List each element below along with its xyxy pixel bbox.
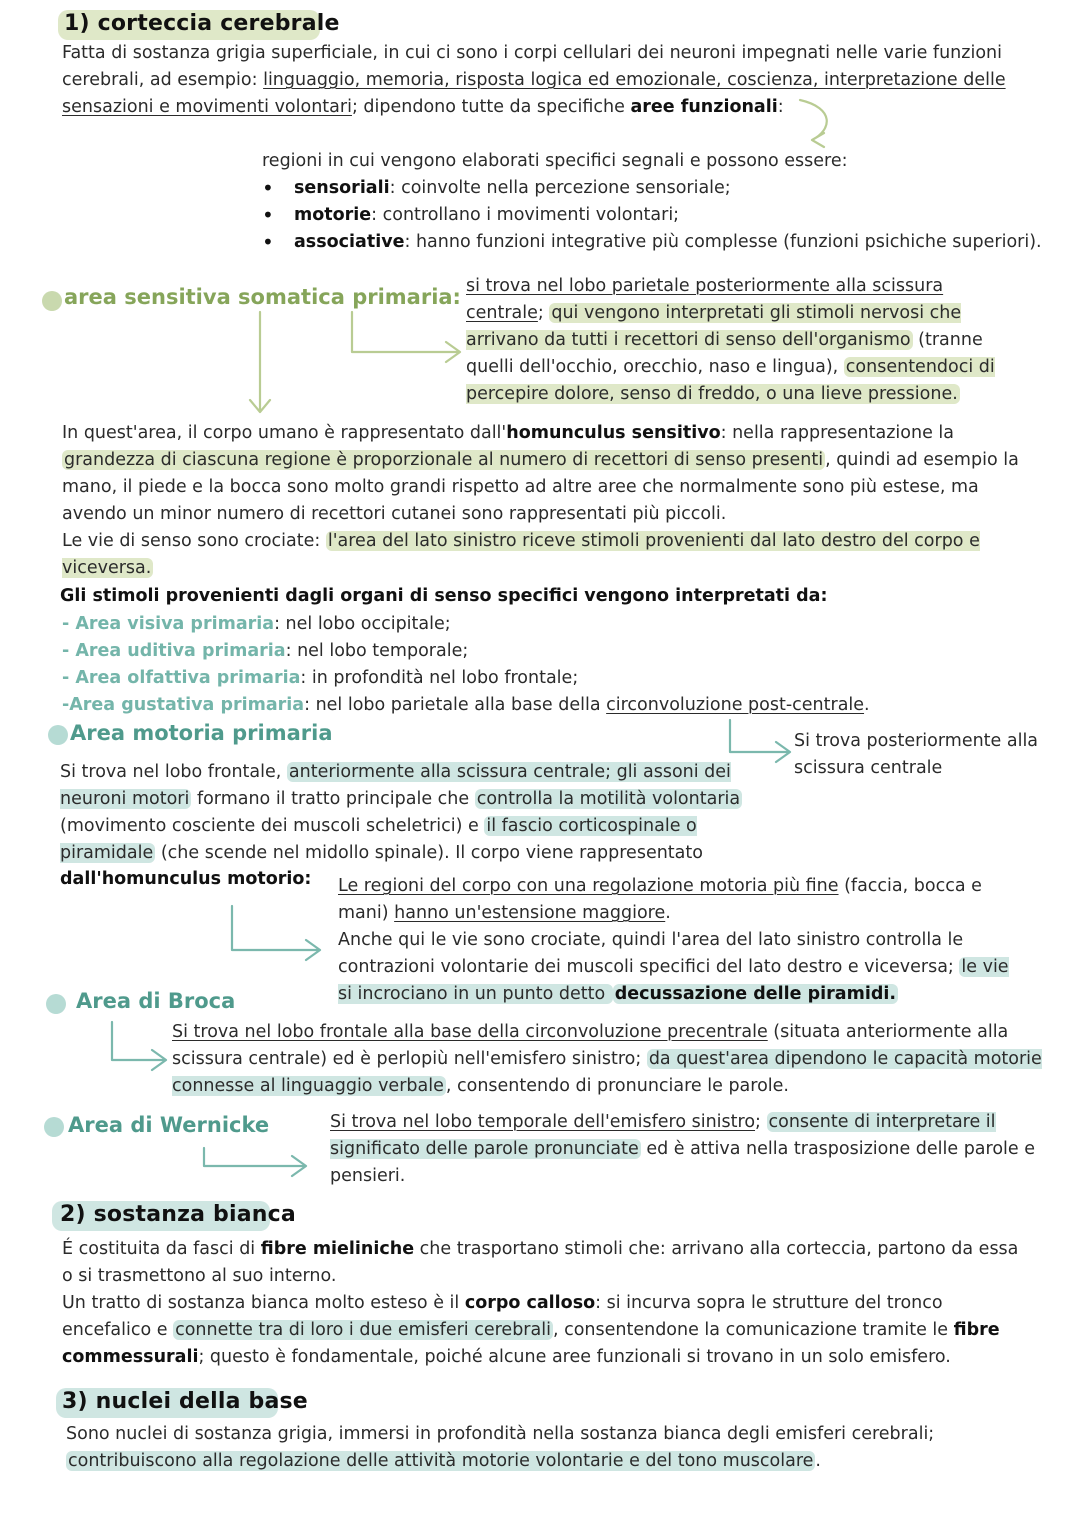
broca-area-title: Area di Broca [76,989,236,1013]
motor-area-paragraph: Si trova nel lobo frontale, anteriormente alla scissura centrale; gli assoni dei neuroni motori formano il tratto principale che controlla la motilità volontaria (movimento cosciente dei muscoli scheletrici) e il fascio corticospinale o piramidale (che scende nel midollo spinale). Il corpo viene rappresentato [60,762,741,863]
right-arrow-icon [232,906,320,960]
homunculus-sensitive-paragraph: In quest'area, il corpo umano è rappresentato dall'homunculus sensitivo: nella rappresentazione la grandezza di ciascuna regione è proporzionale al numero di recettori di senso presenti , quindi ad esempio la mano, il piede e la bocca sono molto grandi rispetto ad altre aree che normalmente sono più estese, ma avendo un minor numero di recettori cutanei sono rappresentati più piccoli. Le vie di senso sono crociate: l'area del lato sinistro riceve stimoli provenienti dal lato destro del corpo e viceversa. [62,423,1019,578]
curved-arrow-icon [800,100,827,147]
right-arrow-icon [352,312,460,362]
wernicke-area-description: Si trova nel lobo temporale dell'emisfero sinistro; consente di interpretare il significato delle parole pronunciate ed è attiva nella trasposizione delle parole e pensieri. [330,1112,1036,1186]
motor-area-title: Area motoria primaria [70,721,333,745]
regions-intro: regioni in cui vengono elaborati specifici segnali e possono essere: [262,151,848,171]
section-2-heading: 2) sostanza bianca [60,1202,296,1227]
right-arrow-icon [204,1148,306,1176]
motor-homunculus-description: Le regioni del corpo con una regolazione motoria più fine (faccia, bocca e mani) hanno un'estensione maggiore. Anche qui le vie sono crociate, quindi l'area del lato sinistro controlla le contrazioni volontarie dei muscoli specifici del lato destro e viceversa; le vie si incrociano in un punto detto decussazione delle piramidi. [338,876,1009,1004]
list-item: • motorie: controllano i movimenti volontari; [260,202,1060,229]
right-arrow-icon [112,1022,166,1070]
cortex-intro: Fatta di sostanza grigia superficiale, in cui ci sono i corpi cellulari dei neuroni impegnati nelle varie funzioni cerebrali, ad esempio: linguaggio, memoria, risposta logica ed emozionale, coscienza, interpretazione delle sensazioni e movimenti volontari; dipendono tutte da specifiche aree funzionali: [62,43,1006,117]
motor-side-note: Si trova posteriormente alla scissura centrale [794,731,1039,778]
motor-homunculus-label: dall'homunculus motorio: [60,869,312,889]
somatic-area-title: area sensitiva somatica primaria: [64,285,461,309]
specific-senses-heading: Gli stimoli provenienti dagli organi di senso specifici vengono interpretati da: [60,586,828,606]
somatic-area-description: si trova nel lobo parietale posteriormente alla scissura centrale; qui vengono interpretati gli stimoli nervosi che arrivano da tutti i recettori di senso dell'organismo (tranne quelli dell'occhio, orecchio, naso e lingua), consentendoci di percepire dolore, senso di freddo, o una lieve pressione. [466,276,995,404]
list-item: - Area uditiva primaria: nel lobo temporale; [62,641,469,661]
wernicke-area-title: Area di Wernicke [68,1113,270,1137]
section-1-heading: 1) corteccia cerebrale [64,11,340,36]
white-matter-paragraph: É costituita da fasci di fibre mieliniche che trasportano stimoli che: arrivano alla corteccia, partono da essa o si trasmettono al suo interno. Un tratto di sostanza bianca molto esteso è il corpo calloso: si incurva sopra le strutture del tronco encefalico e connette tra di loro i due emisferi cerebrali , consentendone la comunicazione tramite le fibre commessurali; questo è fondamentale, poiché alcune aree funzionali si trovano in un solo emisfero. [62,1239,1019,1367]
down-arrow-icon [250,312,270,412]
list-item: • sensoriali: coinvolte nella percezione sensoriale; [260,175,1060,202]
list-item: - Area olfattiva primaria: in profondità nel lobo frontale; [62,668,579,688]
section-3-heading: 3) nuclei della base [62,1389,308,1414]
basal-nuclei-paragraph: Sono nuclei di sostanza grigia, immersi in profondità nella sostanza bianca degli emisferi cerebrali; contribuiscono alla regolazione delle attività motorie volontarie e del tono muscolare . [66,1424,935,1471]
broca-area-description: Si trova nel lobo frontale alla base della circonvoluzione precentrale (situata anteriormente alla scissura centrale) ed è perlopiù nell'emisfero sinistro; da quest'area dipendono le capacità motorie connesse al linguaggio verbale , consentendo di pronunciare le parole. [172,1022,1042,1096]
list-item: - Area visiva primaria: nel lobo occipitale; [62,614,451,634]
list-item: -Area gustativa primaria: nel lobo parietale alla base della circonvoluzione post-centrale. [62,695,870,715]
list-item: • associative: hanno funzioni integrative più complesse (funzioni psichiche superiori). [260,229,1060,256]
right-arrow-icon [730,720,790,762]
